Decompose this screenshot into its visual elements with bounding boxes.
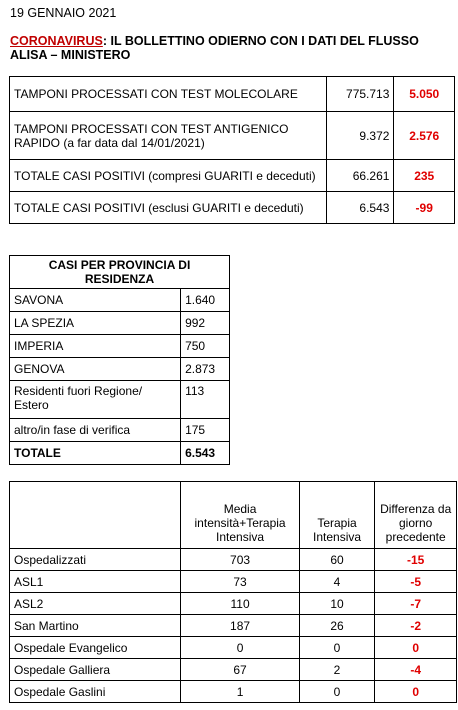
- summary-value: 775.713: [326, 77, 393, 112]
- table-row: [10, 615, 457, 637]
- table-header-row: [10, 482, 457, 549]
- province-label: GENOVA: [10, 358, 181, 381]
- table-row: [10, 571, 457, 593]
- table-row: [10, 419, 230, 442]
- province-table: [9, 255, 230, 465]
- summary-label: TAMPONI PROCESSATI CON TEST ANTIGENICO RAPIDO (a far data dal 14/01/2021): [10, 112, 327, 160]
- province-value: 113: [181, 381, 230, 419]
- summary-label: TOTALE CASI POSITIVI (compresi GUARITI e deceduti): [10, 160, 327, 192]
- hospital-diff: -7: [375, 593, 457, 615]
- summary-label: TOTALE CASI POSITIVI (esclusi GUARITI e deceduti): [10, 192, 327, 224]
- table-row: [10, 681, 457, 703]
- summary-value: 6.543: [326, 192, 393, 224]
- hospital-diff: -4: [375, 659, 457, 681]
- hospital-label: Ospedalizzati: [10, 549, 181, 571]
- province-value: 175: [181, 419, 230, 442]
- hospital-ti: 26: [299, 615, 375, 637]
- hospital-label: ASL1: [10, 571, 181, 593]
- summary-value: 66.261: [326, 160, 393, 192]
- summary-table: [9, 76, 455, 224]
- hospital-ti: 2: [299, 659, 375, 681]
- province-value: 6.543: [181, 442, 230, 465]
- hospital-ti: 10: [299, 593, 375, 615]
- hospital-media: 67: [181, 659, 299, 681]
- hospital-label: Ospedale Evangelico: [10, 637, 181, 659]
- hospital-label: ASL2: [10, 593, 181, 615]
- hospital-media: 0: [181, 637, 299, 659]
- hospital-diff: 0: [375, 681, 457, 703]
- table-row: [10, 381, 230, 419]
- table-header-row: [10, 256, 230, 289]
- hospital-diff: -2: [375, 615, 457, 637]
- hospital-diff: -15: [375, 549, 457, 571]
- table-row-total: [10, 442, 230, 465]
- province-value: 2.873: [181, 358, 230, 381]
- hospital-ti: 0: [299, 681, 375, 703]
- document-date: 19 GENNAIO 2021: [10, 6, 117, 20]
- province-value: 750: [181, 335, 230, 358]
- summary-delta: 2.576: [394, 112, 455, 160]
- table-row: [10, 593, 457, 615]
- hospital-ti: 60: [299, 549, 375, 571]
- province-label: Residenti fuori Regione/ Estero: [10, 381, 181, 419]
- hospital-media: 703: [181, 549, 299, 571]
- hospital-diff: -5: [375, 571, 457, 593]
- province-label: TOTALE: [10, 442, 181, 465]
- hospital-diff: 0: [375, 637, 457, 659]
- table-row: [10, 160, 455, 192]
- table-row: [10, 335, 230, 358]
- table-row: [10, 77, 455, 112]
- hospital-header-diff: Differenza da giorno precedente: [375, 482, 457, 549]
- summary-delta: -99: [394, 192, 455, 224]
- province-label: IMPERIA: [10, 335, 181, 358]
- summary-value: 9.372: [326, 112, 393, 160]
- hospital-header-empty: [10, 482, 181, 549]
- table-row: [10, 659, 457, 681]
- hospital-media: 73: [181, 571, 299, 593]
- summary-delta: 5.050: [394, 77, 455, 112]
- hospital-table: [9, 481, 457, 703]
- table-row: [10, 112, 455, 160]
- summary-delta: 235: [394, 160, 455, 192]
- province-label: SAVONA: [10, 289, 181, 312]
- hospital-ti: 0: [299, 637, 375, 659]
- province-label: LA SPEZIA: [10, 312, 181, 335]
- province-value: 992: [181, 312, 230, 335]
- hospital-label: San Martino: [10, 615, 181, 637]
- province-label: altro/in fase di verifica: [10, 419, 181, 442]
- table-row: [10, 358, 230, 381]
- hospital-label: Ospedale Galliera: [10, 659, 181, 681]
- headline: [10, 34, 455, 62]
- hospital-ti: 4: [299, 571, 375, 593]
- table-row: [10, 312, 230, 335]
- hospital-header-ti: Terapia Intensiva: [299, 482, 375, 549]
- hospital-media: 1: [181, 681, 299, 703]
- summary-label: TAMPONI PROCESSATI CON TEST MOLECOLARE: [10, 77, 327, 112]
- hospital-header-media: Media intensità+Terapia Intensiva: [181, 482, 299, 549]
- table-row: [10, 289, 230, 312]
- province-value: 1.640: [181, 289, 230, 312]
- table-row: [10, 637, 457, 659]
- headline-lead: CORONAVIRUS: [10, 34, 103, 48]
- hospital-media: 110: [181, 593, 299, 615]
- headline-rest: : IL BOLLETTINO ODIERNO CON I DATI DEL FLUSSO ALISA – MINISTERO: [10, 34, 419, 62]
- table-row: [10, 549, 457, 571]
- hospital-label: Ospedale Gaslini: [10, 681, 181, 703]
- hospital-media: 187: [181, 615, 299, 637]
- table-row: [10, 192, 455, 224]
- province-table-title: CASI PER PROVINCIA DI RESIDENZA: [10, 256, 230, 289]
